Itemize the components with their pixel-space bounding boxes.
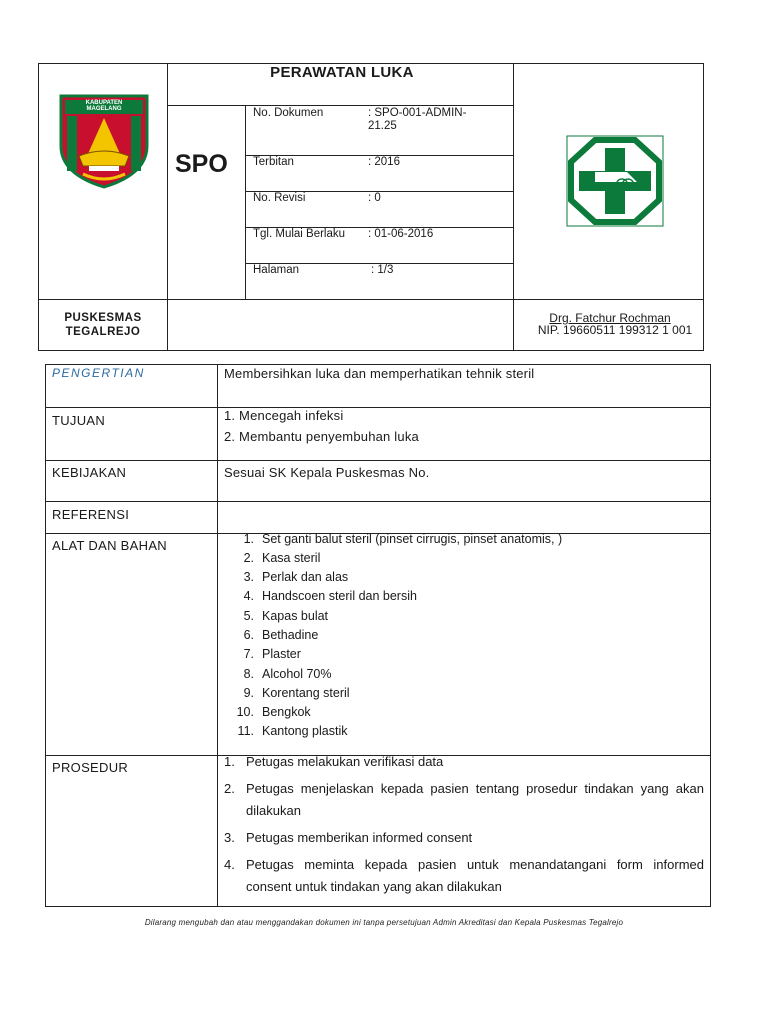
list-text: Plaster — [262, 647, 301, 661]
list-item — [232, 686, 350, 700]
list-number: 3. — [243, 570, 254, 584]
list-item — [232, 570, 348, 584]
list-number: 4. — [243, 589, 254, 603]
list-number: 2. — [224, 781, 235, 796]
meta-value-terbitan: : 2016 — [368, 156, 400, 168]
list-item — [232, 647, 301, 661]
tujuan-item: 2. Membantu penyembuhan luka — [224, 429, 419, 444]
signer-nip: NIP. 19660511 199312 1 001 — [537, 323, 693, 337]
list-number: 5. — [243, 609, 254, 623]
meta-label-halaman: Halaman — [253, 264, 300, 276]
spo-label: SPO — [175, 150, 228, 178]
list-text: Bengkok — [262, 705, 311, 719]
org-name-line2: TEGALREJO — [65, 326, 141, 338]
list-text: Perlak dan alas — [262, 570, 349, 584]
divider — [46, 407, 711, 408]
list-number: 9. — [243, 686, 254, 700]
list-item — [232, 705, 311, 719]
document-header — [38, 63, 704, 351]
tujuan-item: 1. Mencegah infeksi — [224, 408, 344, 423]
regency-logo — [59, 94, 149, 189]
list-item — [224, 827, 704, 849]
list-text: Petugas meminta kepada pasien untuk menandatangani form informed consent untuk tindakan yang akan dilakukan — [246, 857, 704, 894]
list-number: 3. — [224, 830, 235, 845]
list-text: Bethadine — [262, 628, 319, 642]
divider — [245, 105, 246, 299]
meta-label-no-revisi: No. Revisi — [253, 192, 306, 204]
text-pengertian: Membersihkan luka dan memperhatikan tehnik steril — [224, 366, 535, 381]
org-name — [39, 311, 167, 339]
footer-disclaimer: Dilarang mengubah dan atau menggandakan dokumen ini tanpa persetujuan Admin Akreditasi dan Kepala Puskesmas Tegalrejo — [144, 918, 624, 927]
list-text: Set ganti balut steril (pinset cirrugis, pinset anatomis, ) — [262, 532, 563, 546]
meta-label-terbitan: Terbitan — [253, 156, 294, 168]
list-item — [232, 724, 347, 738]
divider — [167, 64, 168, 351]
list-item — [232, 551, 320, 565]
list-text: Petugas memberikan informed consent — [246, 830, 473, 845]
list-number: 1. — [224, 754, 235, 769]
divider — [217, 365, 218, 907]
label-tujuan: TUJUAN — [52, 413, 106, 428]
list-item — [224, 778, 704, 822]
meta-value-no-dokumen: : SPO-001-ADMIN-21.25 — [368, 107, 467, 132]
list-text: Petugas menjelaskan kepada pasien tentang prosedur tindakan yang akan dilakukan — [246, 781, 704, 818]
list-number: 6. — [243, 628, 254, 642]
list-item — [232, 532, 562, 546]
list-number: 4. — [224, 857, 235, 872]
list-number: 8. — [243, 667, 254, 681]
list-text: Handscoen steril dan bersih — [262, 589, 417, 603]
label-pengertian: PENGERTIAN — [52, 366, 145, 380]
list-number: 2. — [243, 551, 254, 565]
list-item — [224, 854, 704, 898]
logo-text: KABUPATEN MAGELANG — [85, 100, 123, 112]
list-text: Kasa steril — [262, 551, 321, 565]
meta-value-no-revisi: : 0 — [368, 192, 381, 204]
org-name-line1: PUSKESMAS — [64, 312, 142, 324]
divider — [46, 460, 711, 461]
list-number: 1. — [243, 532, 254, 546]
list-text: Kapas bulat — [262, 609, 329, 623]
list-number: 10. — [236, 705, 254, 719]
procedure-table — [45, 364, 711, 907]
meta-value-halaman: : 1/3 — [371, 264, 394, 276]
list-text: Korentang steril — [262, 686, 350, 700]
label-prosedur: PROSEDUR — [52, 760, 129, 775]
label-kebijakan: KEBIJAKAN — [52, 465, 127, 480]
document-title: PERAWATAN LUKA — [270, 64, 414, 81]
meta-label-tgl-mulai: Tgl. Mulai Berlaku — [253, 228, 346, 240]
list-number: 7. — [243, 647, 254, 661]
divider — [167, 105, 513, 106]
list-text: Kantong plastik — [262, 724, 348, 738]
list-item — [232, 609, 328, 623]
puskesmas-logo — [565, 134, 665, 228]
list-item — [232, 628, 318, 642]
list-item — [232, 667, 332, 681]
divider — [39, 299, 704, 300]
label-alat-dan-bahan: ALAT DAN BAHAN — [52, 538, 167, 553]
signer-name: Drg. Fatchur Rochman — [549, 311, 671, 325]
list-item — [224, 751, 704, 773]
list-text: Alcohol 70% — [262, 667, 332, 681]
list-item — [232, 589, 417, 603]
list-number: 11. — [237, 724, 254, 738]
divider — [513, 64, 514, 351]
list-text: Petugas melakukan verifikasi data — [246, 754, 444, 769]
label-referensi: REFERENSI — [52, 507, 130, 522]
meta-label-no-dokumen: No. Dokumen — [253, 107, 324, 119]
meta-value-tgl-mulai: : 01-06-2016 — [368, 228, 434, 240]
divider — [46, 501, 711, 502]
text-kebijakan: Sesuai SK Kepala Puskesmas No. — [224, 465, 430, 480]
